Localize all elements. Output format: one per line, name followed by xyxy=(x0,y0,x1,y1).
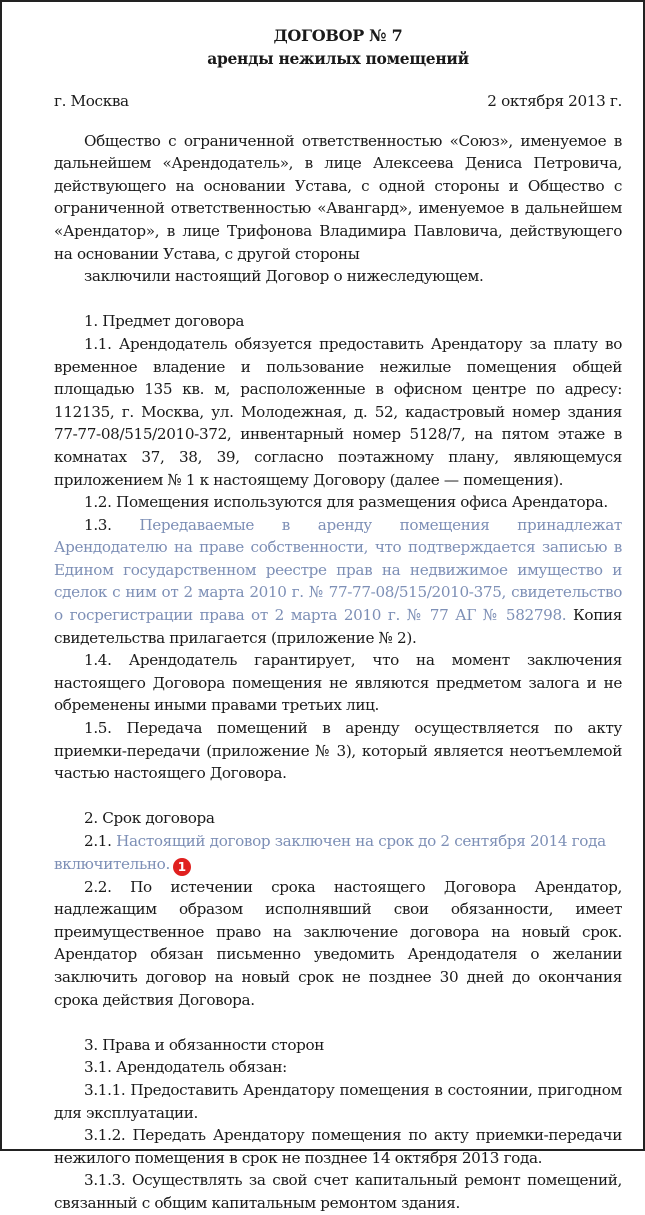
clause-2-1 xyxy=(54,830,622,876)
section-1-heading: 1. Предмет договора xyxy=(84,312,245,331)
clause-1-3-rest: Копия свидетельства прилагается (приложение № 2). xyxy=(54,606,622,647)
preamble-concluded: заключили настоящий Договор о нижеследующем. xyxy=(84,267,484,286)
clause-1-4: 1.4. Арендодатель гарантирует, что на момент заключения настоящего Договора помещения не являются предметом залога и не обременены иными правами третьих лиц. xyxy=(54,651,622,715)
clause-2-2: 2.2. По истечении срока настоящего Договора Арендатор, надлежащим образом исполнявший свои обязанности, имеет преимущественное право на заключение договора на новый срок. Арендатор обязан письменно уведомить Арендодателя о желании заключить договор на новый срок не позднее 30 дней до окончания срока действия Договора. xyxy=(54,877,622,1009)
clause-2-1-highlighted-text: Настоящий договор заключен на срок до 2 сентября 2014 года включительно. xyxy=(54,832,606,873)
clause-3-1: 3.1. Арендодатель обязан: xyxy=(84,1058,287,1077)
clause-1-2: 1.2. Помещения используются для размещения офиса Арендатора. xyxy=(84,493,608,512)
clause-1-3 xyxy=(54,514,622,650)
place-date-row xyxy=(54,90,622,113)
section-2-heading: 2. Срок договора xyxy=(84,809,215,828)
clause-1-3-highlighted-text: Передаваемые в аренду помещения принадлежат Арендодателю на праве собственности, что подтверждается записью в Едином государственном реестре прав на недвижимое имущество и сделок с ним от 2 марта 2010 г. № 77-77-08/515/2010-375, свидетельство о госрегистрации права от 2 марта 2010 г. № 77 АГ № 582798. xyxy=(54,515,622,625)
clause-3-1-2: 3.1.2. Передать Арендатору помещения по акту приемки-передачи нежилого помещения в срок не позднее 14 октября 2013 года. xyxy=(54,1126,622,1167)
document-title: ДОГОВОР № 7 xyxy=(273,26,403,45)
section-3-heading: 3. Права и обязанности сторон xyxy=(84,1035,325,1054)
section-spacer xyxy=(54,785,622,808)
clause-2-1-number: 2.1. xyxy=(84,832,117,850)
city: г. Москва xyxy=(54,92,129,110)
clause-1-3-number: 1.3. xyxy=(84,515,140,534)
document-subtitle: аренды нежилых помещений xyxy=(207,49,469,68)
date: 2 октября 2013 г. xyxy=(487,92,622,110)
clause-3-1-3: 3.1.3. Осуществлять за свой счет капитальный ремонт помещений, связанный с общим капитальным ремонтом здания. xyxy=(54,1171,622,1212)
clause-1-1: 1.1. Арендодатель обязуется предоставить Арендатору за плату во временное владение и пользование нежилые помещения общей площадью 135 кв. м, расположенные в офисном центре по адресу: 112135, г. Москва, ул. Молодежная, д. 52, кадастровый номер здания 77-77-08/515/2010-372, инвентарный номер 5128/7, на пятом этаже в комнатах 37, 38, 39, согласно поэтажному плану, являющемуся приложением № 1 к настоящему Договору (далее — помещения). xyxy=(54,334,622,489)
section-spacer xyxy=(54,288,622,311)
clause-1-5: 1.5. Передача помещений в аренду осуществляется по акту приемки-передачи (приложение № 3), который является неотъемлемой частью настоящего Договора. xyxy=(54,719,622,783)
document-content xyxy=(54,24,622,1215)
annotation-marker-badge: 1 xyxy=(173,858,191,876)
preamble-parties: Общество с ограниченной ответственностью «Союз», именуемое в дальнейшем «Арендодатель», в лице Алексеева Дениса Петровича, действующего на основании Устава, с одной стороны и Общество с ограниченной ответственностью «Авангард», именуемое в дальнейшем «Арендатор», в лице Трифонова Владимира Павловича, действующего на основании Устава, с другой стороны xyxy=(54,131,622,263)
clause-3-1-1: 3.1.1. Предоставить Арендатору помещения в состоянии, пригодном для эксплуатации. xyxy=(54,1080,622,1122)
section-spacer xyxy=(54,1011,622,1034)
